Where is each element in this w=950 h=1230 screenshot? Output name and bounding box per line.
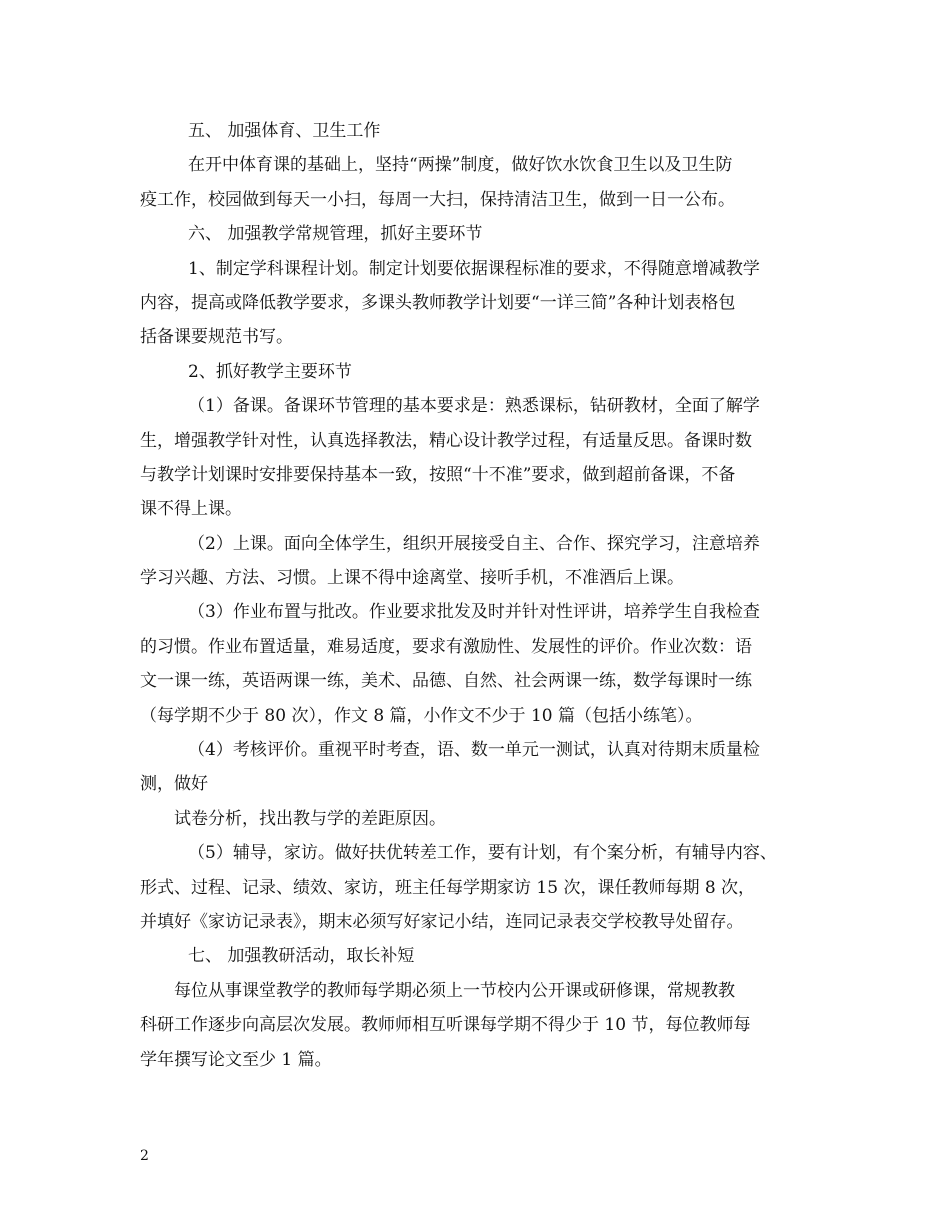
paragraph-line: 学习兴趣、方法、习惯。上课不得中途离堂、接听手机，不准酒后上课。 xyxy=(140,568,684,589)
paragraph-line: 测，做好 xyxy=(140,774,208,795)
paragraph-line: 在开中体育课的基础上，坚持“两操”制度，做好饮水饮食卫生以及卫生防 xyxy=(188,155,733,176)
paragraph-line: （4）考核评价。重视平时考查，语、数一单元一测试，认真对待期末质量检 xyxy=(188,740,760,761)
paragraph-line: 1、制定学科课程计划。制定计划要依据课程标准的要求，不得随意增减教学 xyxy=(188,258,760,279)
subsection-heading: 2、抓好教学主要环节 xyxy=(188,361,352,382)
paragraph-line: 文一课一练，英语两课一练，美术、品德、自然、社会两课一练，数学每课时一练 xyxy=(140,671,752,692)
paragraph-line: 形式、过程、记录、绩效、家访，班主任每学期家访 15 次，课任教师每期 8 次， xyxy=(140,877,756,898)
paragraph-line: 内容，提高或降低教学要求，多课头教师教学计划要“一详三简”各种计划表格包 xyxy=(140,292,736,313)
section-heading-5: 五、 加强体育、卫生工作 xyxy=(188,121,381,141)
section-heading-7: 七、 加强教研活动，取长补短 xyxy=(188,946,415,967)
paragraph-line: 与教学计划课时安排要保持基本一致，按照“十不准”要求，做到超前备课，不备 xyxy=(140,464,736,485)
paragraph-line: 并填好《家访记录表》，期末必须写好家记小结，连同记录表交学校教导处留存。 xyxy=(140,911,744,932)
paragraph-line: 试卷分析，找出教与学的差距原因。 xyxy=(174,808,446,829)
paragraph-line: 科研工作逐步向高层次发展。教师师相互听课每学期不得少于 10 节，每位教师每 xyxy=(140,1015,751,1036)
paragraph-line: （5）辅导，家访。做好扶优转差工作，要有计划，有个案分析，有辅导内容、 xyxy=(188,843,777,864)
paragraph-line: 课不得上课。 xyxy=(140,499,242,520)
paragraph-line: （3）作业布置与批改。作业要求批发及时并针对性评讲，培养学生自我检查 xyxy=(188,602,760,623)
document-body xyxy=(140,114,830,1077)
paragraph-line: （1）备课。备课环节管理的基本要求是：熟悉课标，钻研教材，全面了解学 xyxy=(188,396,760,417)
paragraph-line: 括备课要规范书写。 xyxy=(140,327,293,348)
page-number: 2 xyxy=(140,1148,149,1164)
paragraph-line: 每位从事课堂教学的教师每学期必须上一节校内公开课或研修课，常规教教 xyxy=(174,980,735,1001)
paragraph-line: 的习惯。作业布置适量，难易适度，要求有激励性、发展性的评价。作业次数：语 xyxy=(140,636,752,657)
paragraph-line: （2）上课。面向全体学生，组织开展接受自主、合作、探究学习，注意培养 xyxy=(188,533,760,554)
paragraph-line: 疫工作，校园做到每天一小扫，每周一大扫，保持清洁卫生，做到一日一公布。 xyxy=(140,189,735,210)
paragraph-line: 学年撰写论文至少 1 篇。 xyxy=(140,1049,332,1070)
paragraph-line: 生，增强教学针对性，认真选择教法，精心设计教学过程，有适量反思。备课时数 xyxy=(140,430,752,451)
section-heading-6: 六、 加强教学常规管理，抓好主要环节 xyxy=(188,224,483,245)
paragraph-line: （每学期不少于 80 次），作文 8 篇，小作文不少于 10 篇（包括小练笔）。 xyxy=(140,705,703,726)
